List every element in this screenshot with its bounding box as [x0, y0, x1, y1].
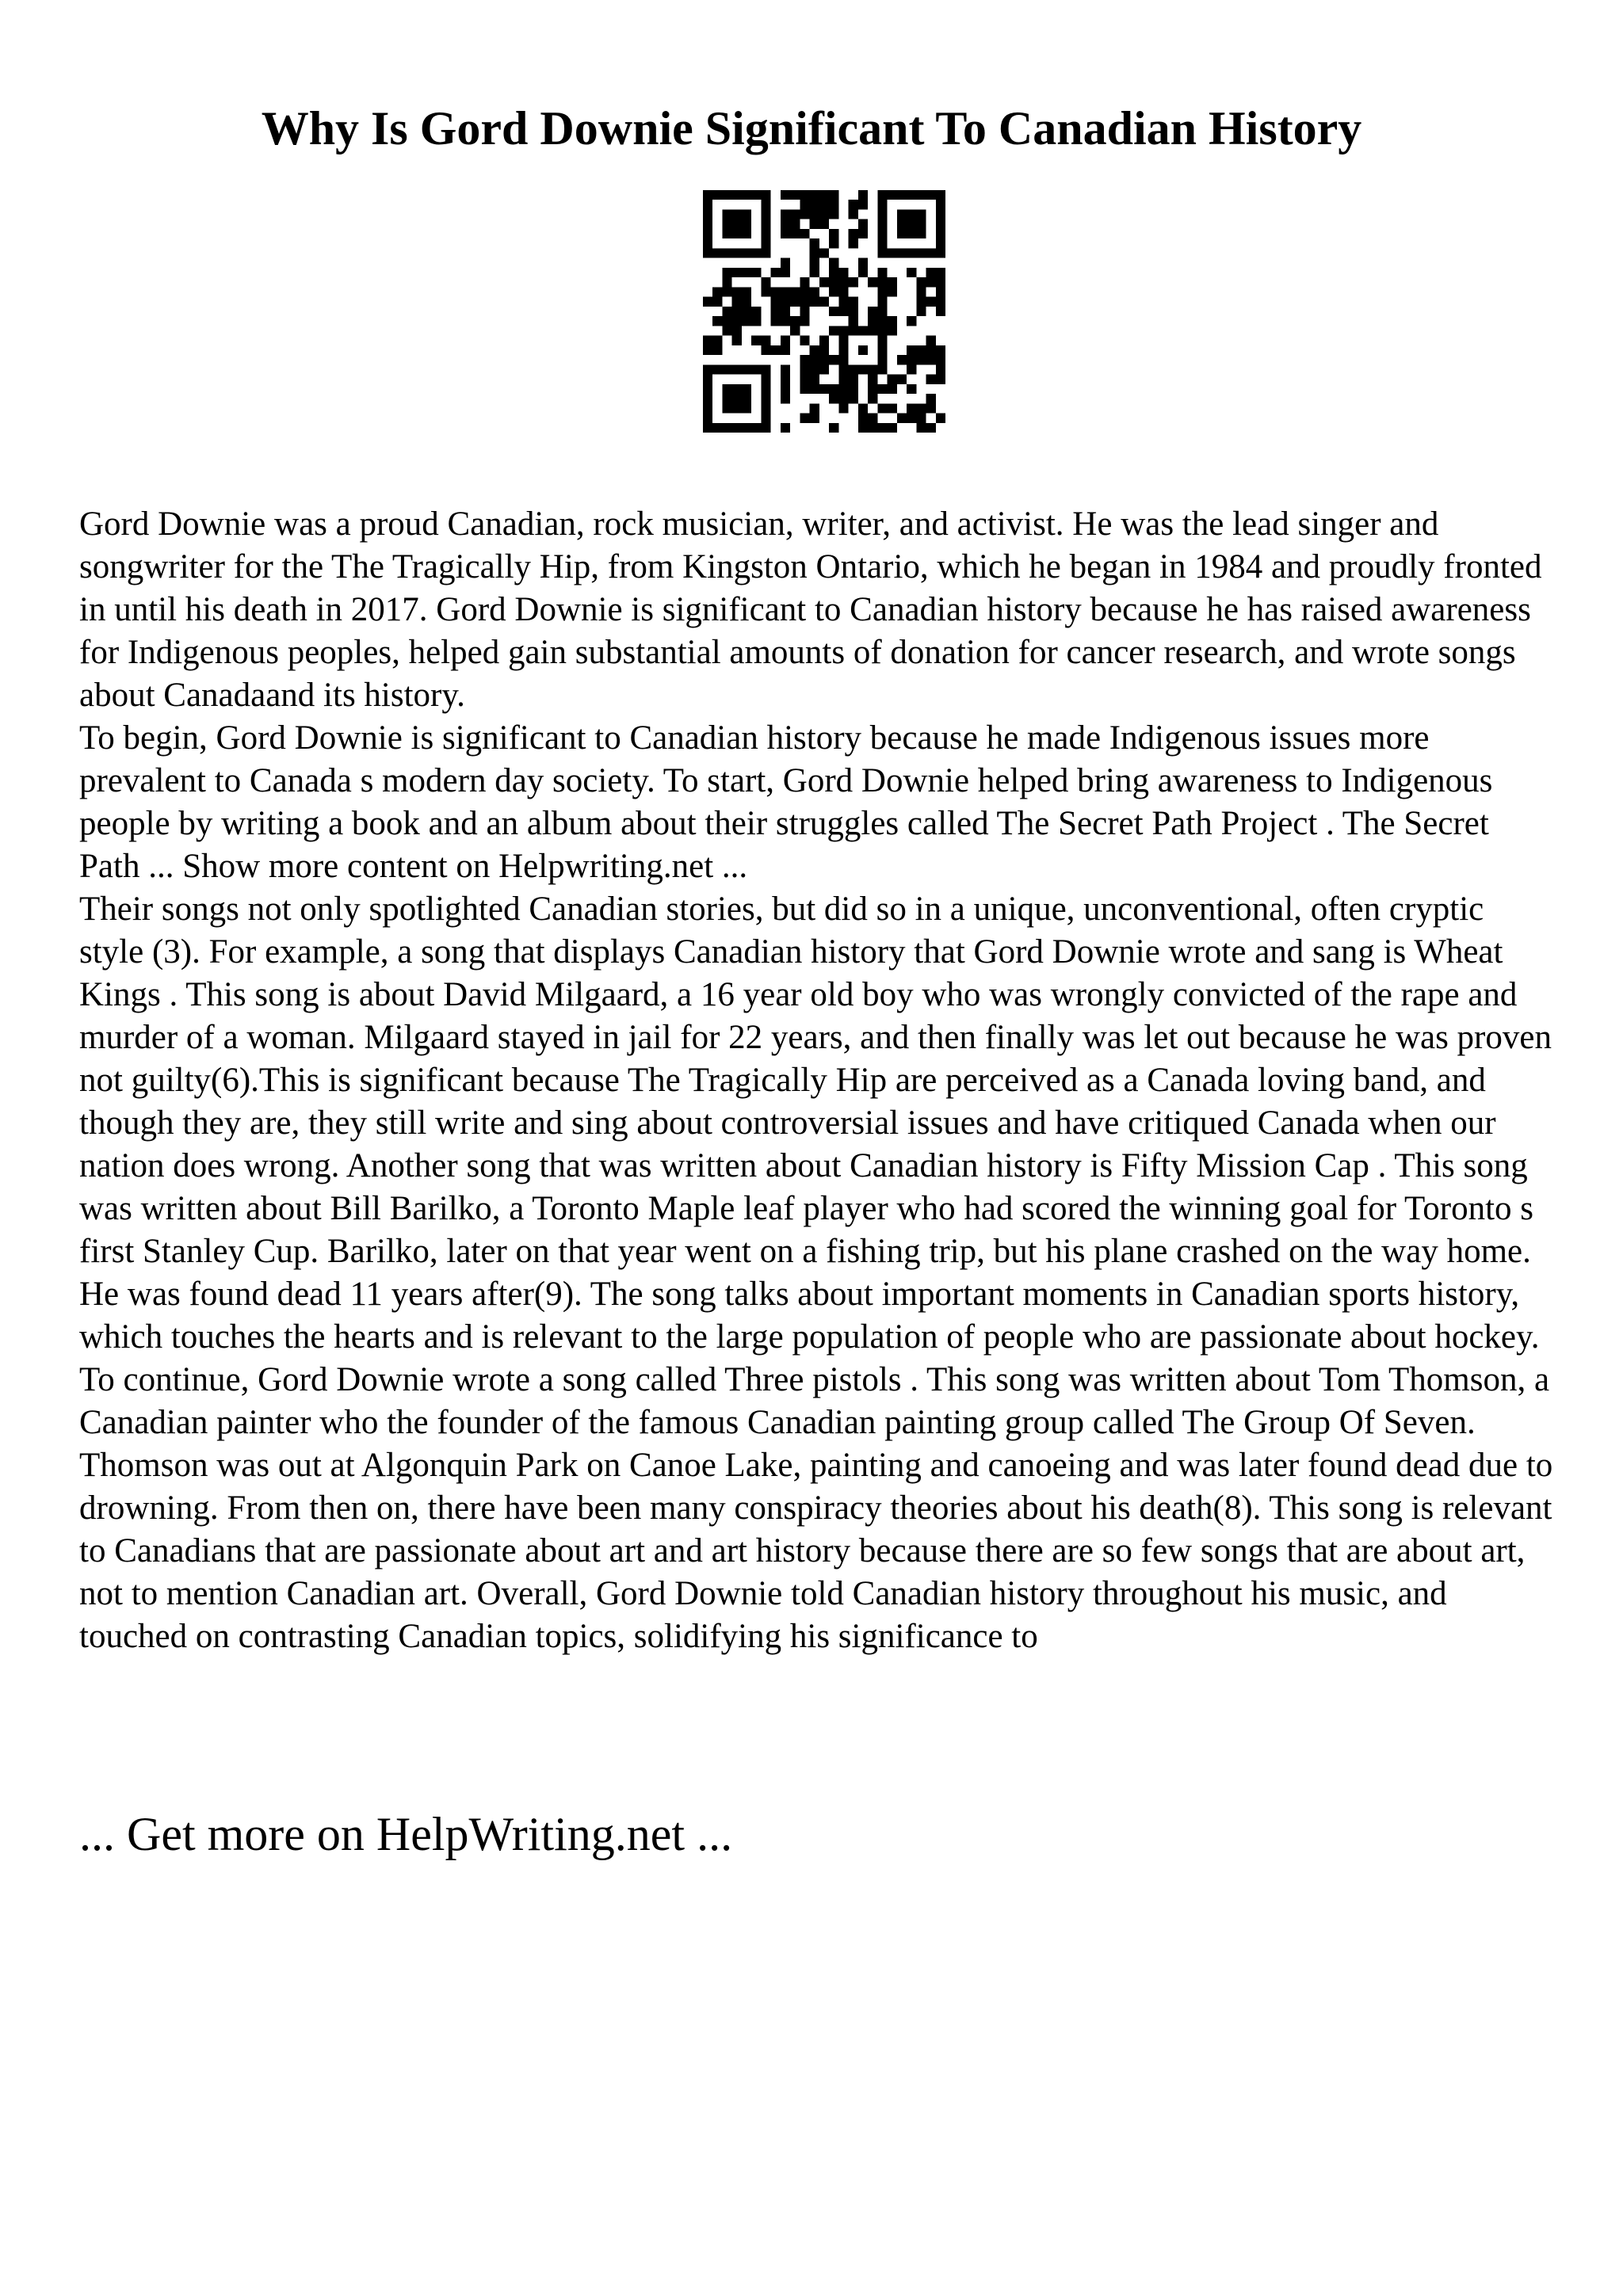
page-title: Why Is Gord Downie Significant To Canadian History	[261, 102, 1362, 154]
qr-code-graphic	[703, 190, 945, 433]
qr-code-icon[interactable]	[703, 190, 945, 433]
get-more-link[interactable]: ... Get more on HelpWriting.net ...	[79, 1808, 733, 1860]
essay-body	[79, 503, 1553, 1658]
paragraph-indigenous: To begin, Gord Downie is significant to Canadian history because he made Indigenous issues more prevalent to Canada s modern day society. To start, Gord Downie helped bring awareness to Indigenous people by writing a book and an album about their struggles called The Secret Path Project . The Secret Path ... Show more content on Helpwriting.net ...	[79, 719, 1493, 885]
paragraph-intro: Gord Downie was a proud Canadian, rock musician, writer, and activist. He was the lead singer and songwriter for the The Tragically Hip, from Kingston Ontario, which he began in 1984 and proudly fronted in until his death in 2017. Gord Downie is significant to Canadian history because he has raised awareness for Indigenous peoples, helped gain substantial amounts of donation for cancer research, and wrote songs about Canadaand its history.	[79, 505, 1542, 714]
paragraph-songs: Their songs not only spotlighted Canadian stories, but did so in a unique, unconventional, often cryptic style (3). For example, a song that displays Canadian history that Gord Downie wrote and sang is Wheat Kings . This song is about David Milgaard, a 16 year old boy who was wrongly convicted of the rape and murder of a woman. Milgaard stayed in jail for 22 years, and then finally was let out because he was proven not guilty(6).This is significant because The Tragically Hip are perceived as a Canada loving band, and though they are, they still write and sing about controversial issues and have critiqued Canada when our nation does wrong. Another song that was written about Canadian history is Fifty Mission Cap . This song was written about Bill Barilko, a Toronto Maple leaf player who had scored the winning goal for Toronto s first Stanley Cup. Barilko, later on that year went on a fishing trip, but his plane crashed on the way home. He was found dead 11 years after(9). The song talks about important moments in Canadian sports history, which touches the hearts and is relevant to the large population of people who are passionate about hockey. To continue, Gord Downie wrote a song called Three pistols . This song was written about Tom Thomson, a Canadian painter who the founder of the famous Canadian painting group called The Group Of Seven. Thomson was out at Algonquin Park on Canoe Lake, painting and canoeing and was later found dead due to drowning. From then on, there have been many conspiracy theories about his death(8). This song is relevant to Canadians that are passionate about art and art history because there are so few songs that are about art, not to mention Canadian art. Overall, Gord Downie told Canadian history throughout his music, and touched on contrasting Canadian topics, solidifying his significance to	[79, 891, 1553, 1655]
